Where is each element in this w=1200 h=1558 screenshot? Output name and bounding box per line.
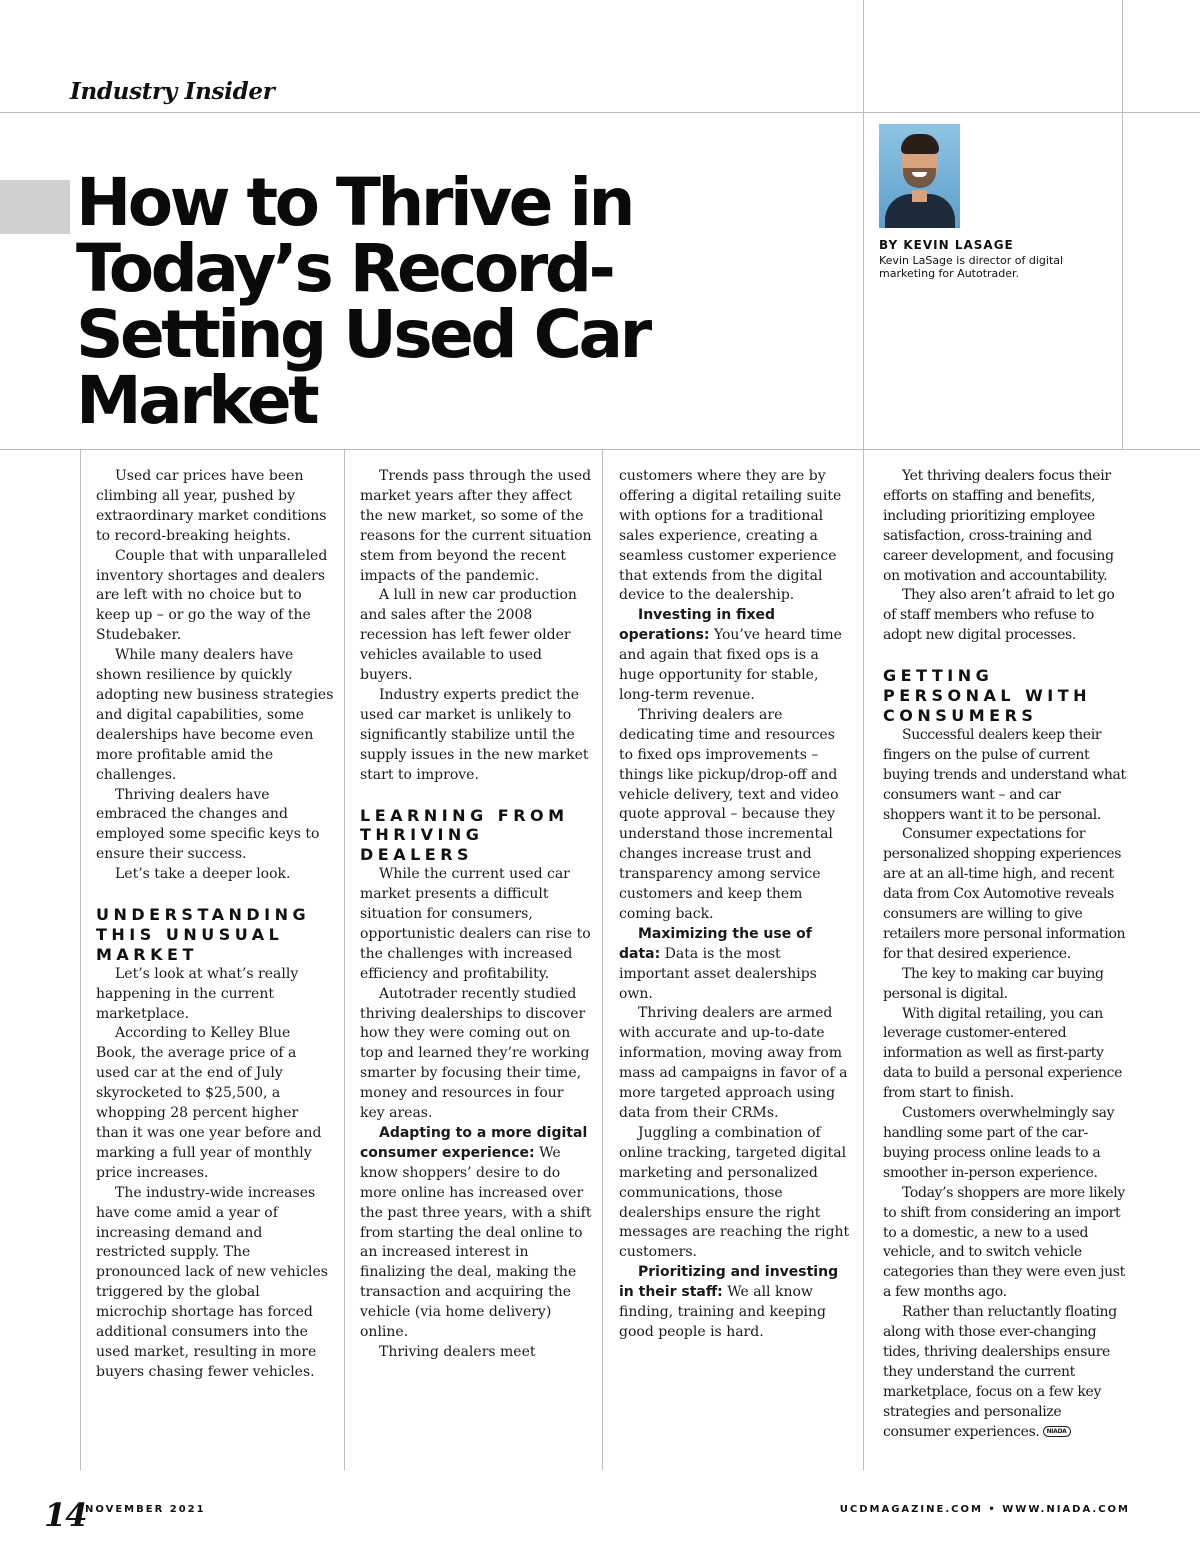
paragraph: Juggling a combination of online tracking, targeted digital marketing and personalized communications, those dealerships ensure the right messages are reaching the right customers. bbox=[619, 1124, 850, 1261]
paragraph: customers where they are by offering a digital retailing suite with options for a traditional sales experience, creating a seamless customer experience that extends from the digital device to the dealership. bbox=[619, 468, 842, 604]
lead-in: Investing in fixed operations: bbox=[619, 607, 776, 644]
paragraph-body: Data is the most important asset dealerships own. bbox=[619, 945, 817, 1002]
page-number: 14 bbox=[44, 1496, 87, 1534]
subheading: UNDERSTANDING THIS UNUSUAL MARKET bbox=[96, 905, 311, 964]
paragraph bbox=[883, 1303, 1126, 1442]
paragraph-body: Rather than reluctantly floating along with those ever-changing tides, thriving dealerships ensure they understand the current marketplace, focus on a few key strategies and personalize consumer experiences. bbox=[883, 1304, 1117, 1440]
paragraph bbox=[360, 1124, 592, 1343]
article-column-1 bbox=[96, 467, 334, 1383]
footer-websites: UCDMAGAZINE.COM • WWW.NIADA.COM bbox=[839, 1504, 1130, 1515]
paragraph bbox=[619, 1263, 851, 1343]
headline-rule bbox=[0, 449, 1200, 450]
headline: How to Thrive in Today’s Record-Setting Used Car Market bbox=[76, 164, 649, 439]
paragraph: Couple that with unparalleled inventory shortages and dealers are left with no choice but to keep up – or go the way of the Studebaker. bbox=[96, 547, 328, 644]
paragraph: Yet thriving dealers focus their efforts on staffing and benefits, including prioritizing employee satisfaction, cross-training and career development, and focusing on motivation and accountability. bbox=[883, 468, 1114, 584]
headline-accent-tab bbox=[0, 180, 70, 234]
paragraph: They also aren’t afraid to let go of staff members who refuse to adopt new digital processes. bbox=[883, 587, 1115, 644]
paragraph: Customers overwhelmingly say handling some part of the car-buying process online leads to a smoother in-person experience. bbox=[883, 1105, 1115, 1181]
lead-in: Maximizing the use of data: bbox=[619, 925, 812, 962]
issue-date: NOVEMBER 2021 bbox=[85, 1504, 206, 1515]
paragraph: Consumer expectations for personalized shopping experiences are at an all-time high, and recent data from Cox Automotive reveals consumers are willing to give retailers more personal information for that desired experience. bbox=[883, 826, 1126, 962]
paragraph: Trends pass through the used market years after they affect the new market, so some of the reasons for the current situation stem from beyond the recent impacts of the pandemic. bbox=[360, 468, 592, 584]
paragraph: Thriving dealers have embraced the changes and employed some specific keys to ensure their success. bbox=[96, 786, 320, 863]
lead-in: Adapting to a more digital consumer experience: bbox=[360, 1125, 588, 1161]
paragraph: Autotrader recently studied thriving dealerships to discover how they were coming out on top and learned they’re working smarter by focusing their time, money and resources in four key areas. bbox=[360, 985, 590, 1122]
paragraph bbox=[619, 606, 851, 706]
paragraph: Used car prices have been climbing all year, pushed by extraordinary market conditions to record-breaking heights. bbox=[96, 468, 327, 544]
paragraph bbox=[619, 925, 851, 1005]
byline: BY KEVIN LASAGE bbox=[879, 238, 1014, 252]
top-right-divider-2 bbox=[1122, 0, 1123, 450]
section-label: Industry Insider bbox=[70, 78, 275, 105]
paragraph: Thriving dealers meet bbox=[379, 1343, 536, 1360]
author-bio: Kevin LaSage is director of digital marketing for Autotrader. bbox=[879, 254, 1064, 280]
header-rule bbox=[0, 112, 1200, 113]
paragraph: While the current used car market presents a difficult situation for consumers, opportunistic dealers can rise to the challenges with increased efficiency and profitability. bbox=[360, 866, 591, 982]
subheading: GETTING PERSONAL WITH CONSUMERS bbox=[883, 666, 1092, 725]
paragraph: The key to making car buying personal is digital. bbox=[883, 965, 1104, 1002]
paragraph: Successful dealers keep their fingers on the pulse of current buying trends and understand what consumers want – and car shoppers want it to be personal. bbox=[883, 726, 1126, 823]
paragraph: A lull in new car production and sales after the 2008 recession has left fewer older vehicles available to used buyers. bbox=[360, 587, 577, 684]
article-column-4 bbox=[883, 467, 1126, 1443]
paragraph: Today’s shoppers are more likely to shift from considering an import to a domestic, a new to a used vehicle, and to switch vehicle categories than they were even just a few months ago. bbox=[883, 1184, 1125, 1301]
author-photo bbox=[879, 124, 960, 228]
column-divider-3 bbox=[602, 450, 603, 1470]
paragraph: Thriving dealers are armed with accurate and up-to-date information, moving away from mass ad campaigns in favor of a more targeted approach using data from their CRMs. bbox=[619, 1005, 848, 1121]
paragraph: With digital retailing, you can leverage customer-entered information as well as first-party data to build a personal experience from start to finish. bbox=[883, 1005, 1122, 1102]
niada-end-mark-icon: NIADA bbox=[1043, 1426, 1071, 1437]
article-column-3 bbox=[619, 467, 851, 1343]
top-right-divider-1 bbox=[863, 0, 864, 450]
paragraph: Thriving dealers are dedicating time and resources to fixed ops improvements – things like pickup/drop-off and vehicle delivery, text and video quote approval – because they understand those incremental changes increase trust and transparency among service customers and keep them coming back. bbox=[619, 706, 839, 922]
article-column-2 bbox=[360, 467, 592, 1363]
column-divider-2 bbox=[344, 450, 345, 1470]
subheading: LEARNING FROM THRIVING DEALERS bbox=[360, 805, 569, 865]
lead-in: Prioritizing and investing in their staff: bbox=[619, 1264, 839, 1301]
paragraph-body: You’ve heard time and again that fixed ops is a huge opportunity for stable, long-term revenue. bbox=[619, 627, 842, 703]
paragraph: While many dealers have shown resilience by quickly adopting new business strategies and digital capabilities, some dealerships have become even more profitable amid the challenges. bbox=[96, 647, 334, 783]
paragraph: According to Kelley Blue Book, the average price of a used car at the end of July skyrocketed to $25,500, a whopping 28 percent higher than it was one year before and marking a full year of monthly price increases. bbox=[96, 1025, 322, 1181]
paragraph-body: We all know finding, training and keeping good people is hard. bbox=[619, 1284, 826, 1340]
column-divider-1 bbox=[80, 450, 81, 1470]
paragraph: Let’s take a deeper look. bbox=[115, 866, 291, 883]
paragraph: Let’s look at what’s really happening in the current marketplace. bbox=[96, 965, 299, 1022]
paragraph: Industry experts predict the used car market is unlikely to significantly stabilize until the supply issues in the new market start to improve. bbox=[360, 686, 589, 783]
column-divider-4 bbox=[863, 450, 864, 1470]
paragraph-body: We know shoppers’ desire to do more online has increased over the past three years, with a shift from starting the deal online to an increased interest in finalizing the deal, making the transaction and acquiring the vehicle (via home delivery) online. bbox=[360, 1144, 592, 1341]
paragraph: The industry-wide increases have come amid a year of increasing demand and restricted supply. The pronounced lack of new vehicles triggered by the global microchip shortage has forced additional consumers into the used market, resulting in more buyers chasing fewer vehicles. bbox=[96, 1184, 328, 1380]
